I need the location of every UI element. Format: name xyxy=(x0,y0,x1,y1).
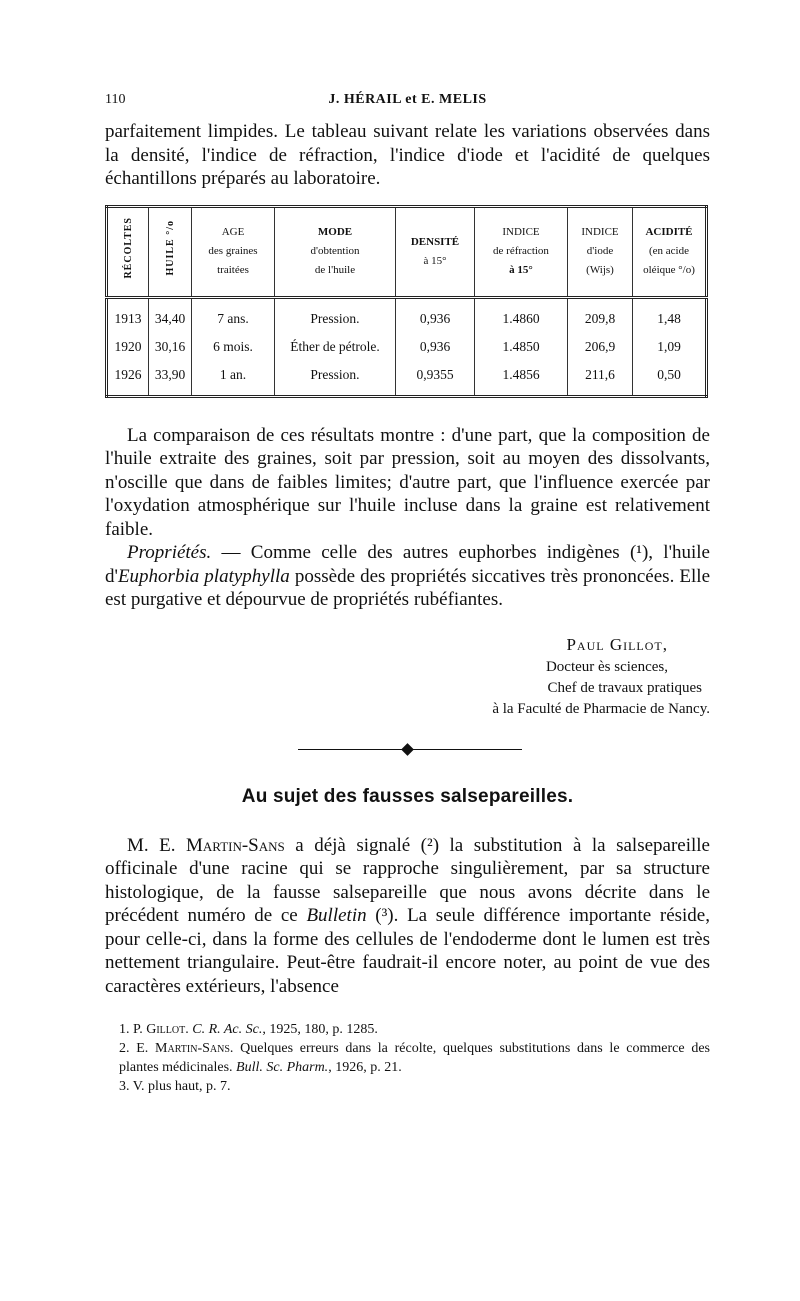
bulletin-title: Bulletin xyxy=(306,905,367,926)
col-header-huile: HUILE °/o xyxy=(149,206,192,297)
col-header-mode: MODE d'obtention de l'huile xyxy=(275,206,396,297)
results-table xyxy=(105,205,708,398)
cell-refraction: 1.4856 xyxy=(475,361,568,397)
footnote-3: 3. V. plus haut, p. 7. xyxy=(119,1079,231,1094)
table-header-row xyxy=(107,206,707,297)
diamond-ornament-icon xyxy=(401,743,414,756)
col-header-age: AGE des graines traitées xyxy=(192,206,275,297)
footnotes xyxy=(105,1020,710,1096)
cell-recolte: 1913 xyxy=(114,310,142,326)
cell-age: 1 an. xyxy=(192,361,275,397)
comparison-paragraph: La comparaison de ces résultats montre : d'une part, que la composition de l'huile extraite des graines, soit par pression, soit au moyen des dissolvants, n'oscille que dans de faibles limites; d'autre part, que l'influence exercée par l'oxydation atmosphérique sur l'huile incluse dans la graine est relativement faible. xyxy=(105,424,710,540)
section-divider xyxy=(105,740,710,760)
cell-recolte: 1926 xyxy=(114,366,142,382)
running-head-authors: J. HÉRAIL et E. MELIS xyxy=(328,92,487,107)
cell-densite: 0,936 xyxy=(396,297,475,333)
page xyxy=(105,92,710,1096)
table-row xyxy=(107,333,707,361)
running-head xyxy=(105,92,710,120)
properties-text: — Comme celle des autres euphorbes indigènes (¹), l'huile d' xyxy=(105,542,710,587)
cell-huile: 33,90 xyxy=(149,361,192,397)
signature-name: Paul Gillot, xyxy=(566,634,668,654)
properties-text-end: possède des propriétés siccatives très prononcées. Elle est purgative et dépourvue de propriétés rubéfiantes. xyxy=(105,565,710,610)
cell-age: 6 mois. xyxy=(192,333,275,361)
cell-mode: Pression. xyxy=(275,361,396,397)
cell-acidite: 1,09 xyxy=(633,333,707,361)
col-header-recoltes: RÉCOLTES xyxy=(107,206,149,297)
cell-iode: 209,8 xyxy=(568,297,633,333)
signature-affiliation: à la Faculté de Pharmacie de Nancy. xyxy=(492,700,710,717)
cell-refraction: 1.4850 xyxy=(475,333,568,361)
cell-acidite: 0,50 xyxy=(633,361,707,397)
cell-huile: 34,40 xyxy=(149,297,192,333)
section-text-end: (³). La seule différence importante réside, pour celle-ci, dans la forme des cellules de l'endoderme dont le lumen est très nettement triangulaire. Peut-être faudrait-il encore noter, au point de vue des caractères extérieurs, l'absence xyxy=(105,905,710,997)
cell-mode: Pression. xyxy=(275,297,396,333)
cell-iode: 211,6 xyxy=(568,361,633,397)
cell-acidite: 1,48 xyxy=(633,297,707,333)
page-number: 110 xyxy=(105,92,126,107)
section-author: Martin-Sans xyxy=(186,834,285,856)
species-name: Euphorbia platyphylla xyxy=(117,565,290,587)
section-paragraph xyxy=(105,834,710,999)
properties-lead: Propriétés. xyxy=(127,542,212,563)
signature-title: Docteur ès sciences, xyxy=(545,658,668,675)
col-header-refraction: INDICE de réfraction à 15° xyxy=(475,206,568,297)
cell-densite: 0,936 xyxy=(396,333,475,361)
cell-recolte: 1920 xyxy=(114,338,142,354)
section-text: a déjà signalé (²) la substitution à la salsepareille officinale d'une racine qui se rapproche singulièrement, par sa structure histologique, de la fausse salsepareille que nous avons décrite dans le précédent numéro de ce xyxy=(105,834,710,926)
table-row xyxy=(107,297,707,333)
cell-huile: 30,16 xyxy=(149,333,192,361)
col-header-densite: DENSITÉ à 15° xyxy=(396,206,475,297)
cell-iode: 206,9 xyxy=(568,333,633,361)
col-header-iode: INDICE d'iode (Wijs) xyxy=(568,206,633,297)
cell-age: 7 ans. xyxy=(192,297,275,333)
footnote-1: 1. P. Gillot. C. R. Ac. Sc., 1925, 180, p. 1285. xyxy=(119,1022,378,1037)
cell-refraction: 1.4860 xyxy=(475,297,568,333)
section-prefix: M. E. xyxy=(127,834,187,856)
col-header-acidite: ACIDITÉ (en acide oléique °/o) xyxy=(633,206,707,297)
cell-densite: 0,9355 xyxy=(396,361,475,397)
signature-position: Chef de travaux pratiques xyxy=(547,679,702,696)
cell-mode: Éther de pétrole. xyxy=(275,333,396,361)
signature-block xyxy=(105,634,710,720)
intro-paragraph: parfaitement limpides. Le tableau suivant relate les variations observées dans la densité, l'indice de réfraction, l'indice d'iode et l'acidité de quelques échantillons préparés au laboratoire. xyxy=(105,121,710,189)
section-title: Au sujet des fausses salsepareilles. xyxy=(241,785,574,807)
properties-paragraph xyxy=(105,541,710,612)
table-row xyxy=(107,361,707,397)
footnote-2: 2. E. Martin-Sans. Quelques erreurs dans la récolte, quelques substitutions dans le commerce des plantes médicinales. Bull. Sc. Pharm., 1926, p. 21. xyxy=(119,1041,710,1075)
